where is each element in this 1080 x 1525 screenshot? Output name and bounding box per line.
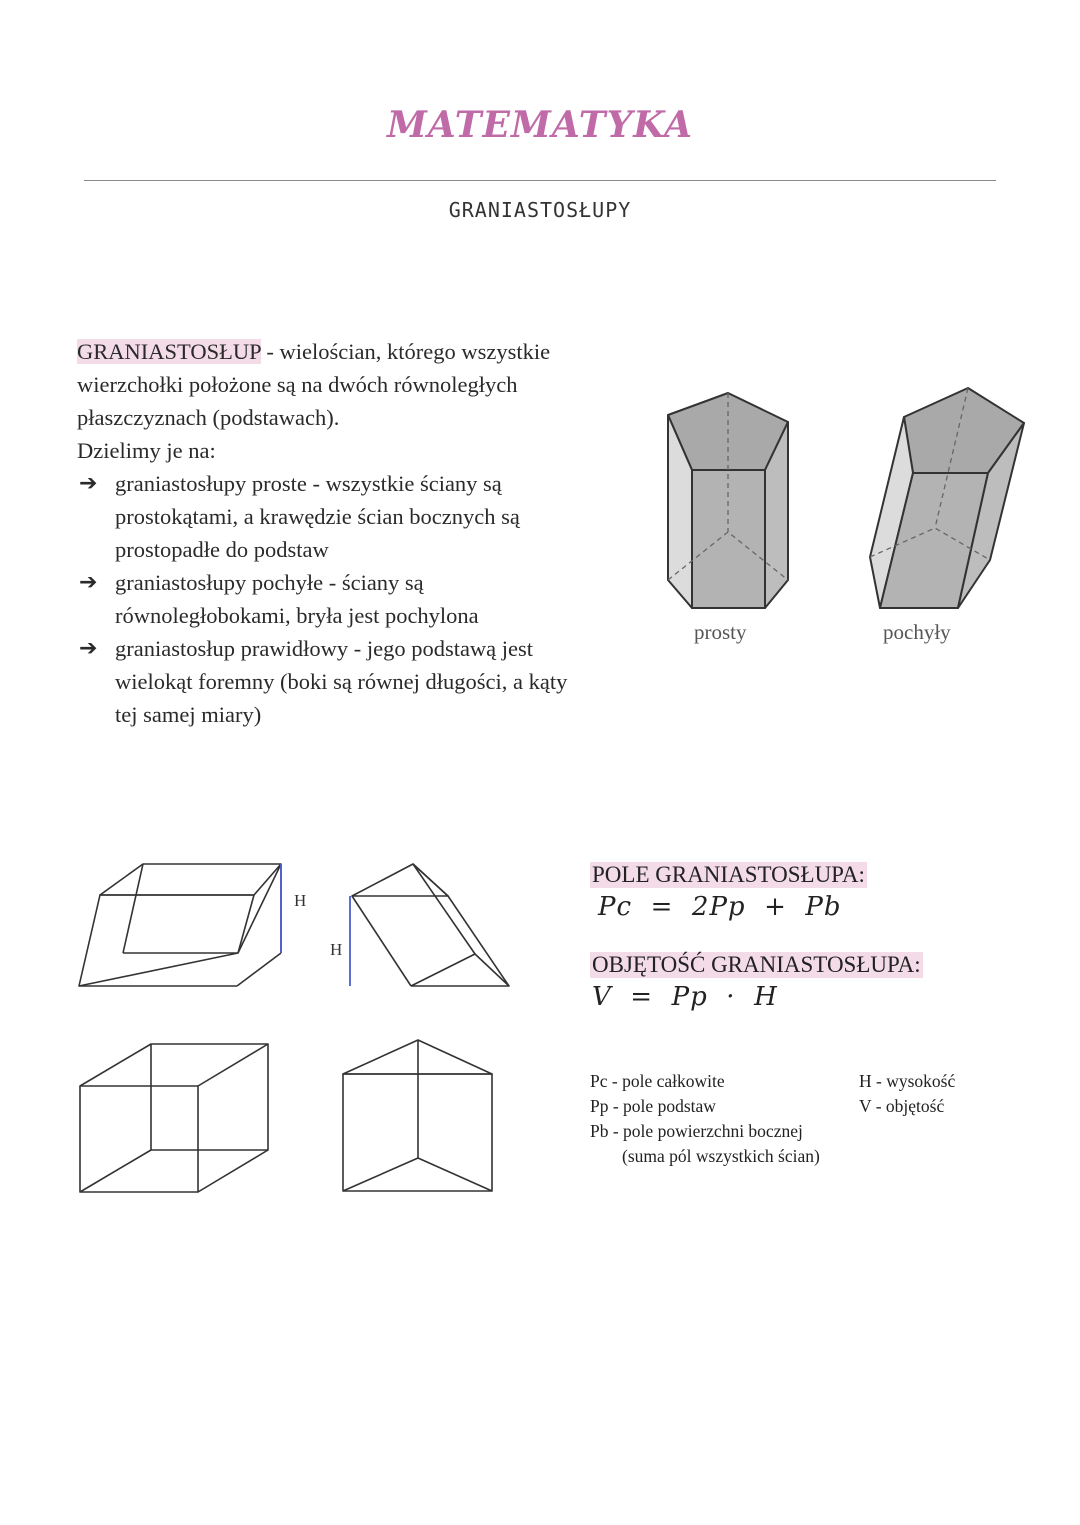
bullet-line: prostokątami, a krawędzie ścian bocznych są [115,504,520,529]
straight-prism-label: prosty [694,620,747,644]
bullet-line: graniastosłup prawidłowy - jego podstawą jest [115,636,534,661]
prism-types-list [77,467,637,731]
bullet-line: graniastosłupy proste - wszystkie ściany są [115,471,502,496]
volume-heading: OBJĘTOŚĆ GRANIASTOSŁUPA: [592,952,921,977]
bullet-line: równoległobokami, bryła jest pochylona [115,603,479,628]
bullet-line: prostopadłe do podstaw [115,537,329,562]
height-label: H [294,891,307,910]
definition-line-1-rest: - wielościan, którego wszystkie [260,339,551,364]
legend-item-h: H - wysokość [859,1071,956,1091]
arrow-icon: ➔ [79,570,98,595]
list-item [77,632,637,731]
arrow-icon: ➔ [79,471,98,496]
bullet-line: tej samej miary) [115,702,262,727]
legend-item-v: V - objętość [859,1096,945,1116]
list-item [77,566,637,632]
bullet-line: graniastosłupy pochyłe - ściany są [115,570,424,595]
straight-prism-drawing [668,393,788,608]
oblique-box-drawing [79,864,281,986]
height-label: H [330,940,343,959]
section-subtitle: GRANIASTOSŁUPY [448,198,632,222]
oblique-prism-label: pochyły [883,620,951,644]
bullet-line: wielokąt foremny (boki są równej długości, a kąty [115,669,568,694]
legend-left [590,1069,820,1169]
divide-intro: Dzielimy je na: [77,438,216,463]
oblique-prism-drawing [870,388,1024,608]
area-heading: POLE GRANIASTOSŁUPA: [592,862,865,887]
definition-line-3: płaszczyznach (podstawach). [77,405,340,430]
volume-formula: V = Pp · H [592,982,778,1012]
definition-term: GRANIASTOSŁUP [77,339,261,364]
legend-item-pb: Pb - pole powierzchni bocznej [590,1121,803,1141]
prism-illustrations [650,375,1050,620]
area-formula: Pc = 2Pp + Pb [598,892,842,922]
definition-line-1 [77,335,637,368]
legend-item-pb-note: (suma pól wszystkich ścian) [622,1146,820,1166]
legend-item-pp: Pp - pole podstaw [590,1096,716,1116]
oblique-triangular-prism-drawing [352,864,509,986]
definition-line-2: wierzchołki położone są na dwóch równoległych [77,372,518,397]
triangular-prism-drawing [343,1040,492,1191]
legend-right [859,1069,955,1119]
cuboid-drawing [80,1044,268,1192]
list-item [77,467,637,566]
definition-block [77,335,637,731]
formulas-block [590,862,1050,1012]
arrow-icon: ➔ [79,636,98,661]
page-title: MATEMATYKA [386,104,694,146]
title-divider [84,180,996,181]
legend-item-pc: Pc - pole całkowite [590,1071,725,1091]
